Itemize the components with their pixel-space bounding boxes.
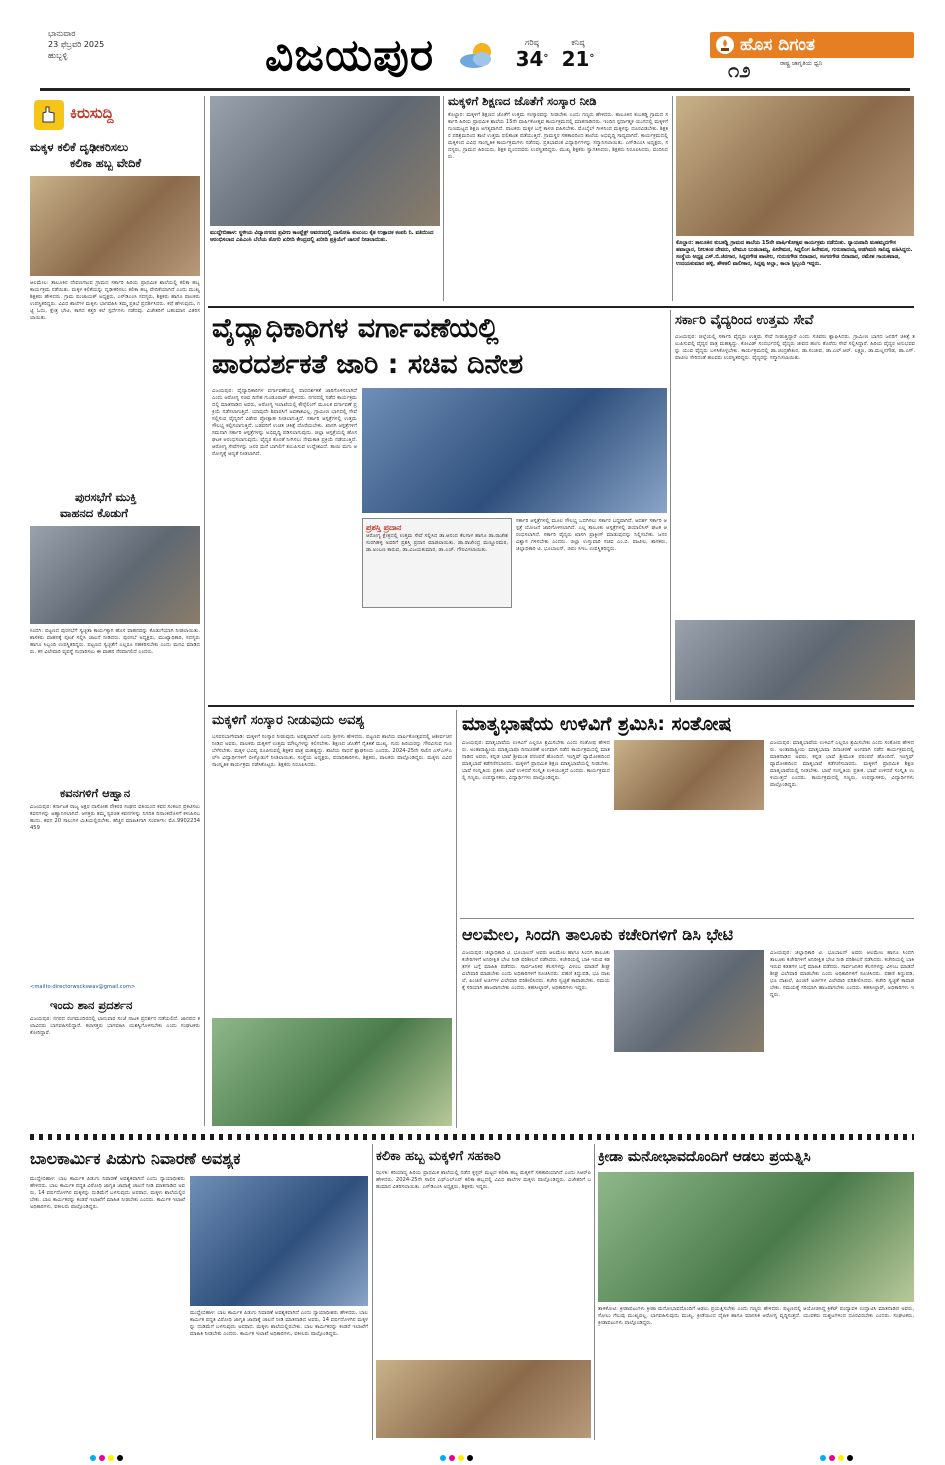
kiru-email[interactable]: <mailto:directorwsckswav@gmail.com> xyxy=(30,984,136,990)
bottom-photo-3 xyxy=(598,1172,914,1302)
lead-headline-1: ವೈದ್ಯಾಧಿಕಾರಿಗಳ ವರ್ಗಾವಣೆಯಲ್ಲಿ xyxy=(212,313,499,344)
divider xyxy=(208,705,914,707)
top-body: ಕೊಲ್ಹಾರ: ಮಕ್ಕಳಿಗೆ ಶಿಕ್ಷಣದ ಜೊತೆಗೆ ಉತ್ತಮ ಸಂಸ್ಕಾರವನ್ನು ನೀಡಬೇಕು ಎಂದು ಗಣ್ಯರು ಹೇಳಿದರು. ತಾಲೂಕಿನ ಕುಬಕಡ್ಡಿ ಗ್ರಾಮದ ಸರ್ಕಾರಿ ಹಿರಿಯ ಪ್ರಾಥಮಿಕ ಶಾಲೆಯ 15ನೇ ವಾರ್ಷಿಕೋತ್ಸವ ಕಾರ್ಯಕ್ರಮದಲ್ಲಿ ಮಾತನಾಡಿದರು. ಇಂದಿನ ಸ್ಪರ್ಧಾತ್ಮಕ ಯುಗದಲ್ಲಿ ಮಕ್ಕಳಿಗೆ ಗುಣಮಟ್ಟದ ಶಿಕ್ಷಣ ಅಗತ್ಯವಾಗಿದೆ. ಪಾಲಕರು ಮಕ್ಕಳ ಬಗ್ಗೆ ಕಾಳಜಿ ವಹಿಸಬೇಕು. ಮೊಬೈಲ್ ಗೀಳಿನಿಂದ ಮಕ್ಕಳನ್ನು ದೂರವಿಡಬೇಕು. ಶಿಕ್ಷಕರ ಪರಿಶ್ರಮದಿಂದ ಶಾಲೆ ಉತ್ತಮ ಫಲಿತಾಂಶ ಪಡೆಯುತ್ತಿದೆ. ಗ್ರಾಮಸ್ಥರ ಸಹಕಾರದಿಂದ ಶಾಲೆಯ ಅಭಿವೃದ್ಧಿ ಸಾಧ್ಯವಾಗಿದೆ. ಕಾರ್ಯಕ್ರಮದಲ್ಲಿ ಮಕ್ಕಳಿಂದ ವಿವಿಧ ಸಾಂಸ್ಕೃತಿಕ ಕಾರ್ಯಕ್ರಮಗಳು ನಡೆದವು. ಪ್ರತಿಭಾವಂತ ವಿದ್ಯಾರ್ಥಿಗಳನ್ನು ಸನ್ಮಾನಿಸಲಾಯಿತು. ಎಸ್‌ಡಿಎಂಸಿ ಅಧ್ಯಕ್ಷರು, ಸದಸ್ಯರು, ಗ್ರಾಮದ ಹಿರಿಯರು, ಶಿಕ್ಷಕ ವೃಂದದವರು ಉಪಸ್ಥಿತರಿದ್ದರು. ಮುಖ್ಯ ಶಿಕ್ಷಕರು ಸ್ವಾಗತಿಸಿದರು, ಶಿಕ್ಷಕರು ನಿರೂಪಿಸಿದರು, ವಂದಿಸಿದರು. xyxy=(448,112,668,160)
bottom-headline-2: ಕಲಿಕಾ ಹಬ್ಬ ಮಕ್ಕಳಿಗೆ ಸಹಕಾರಿ xyxy=(376,1149,501,1164)
registration-marks xyxy=(90,1446,126,1465)
mid-right-headline: ಮಾತೃಭಾಷೆಯ ಉಳಿವಿಗೆ ಶ್ರಮಿಸಿ: ಸಂತೋಷ xyxy=(462,713,732,735)
divider xyxy=(672,96,673,301)
top-photo xyxy=(210,96,440,226)
kiru-body-4: ವಿಜಯಪುರ: ನಗರದ ರಂಗಮಂದಿರದಲ್ಲಿ ಭಾನುವಾರ ಸಂಜೆ ನಾಟಕ ಪ್ರದರ್ಶನ ನಡೆಯಲಿದೆ. ಜಾನಪದ ಕಲಾವಿದರು ಭಾಗವಹಿಸಲಿದ್ದಾರೆ. ಕಲಾಸಕ್ತರು ಭಾಗವಹಿಸಿ ಯಶಸ್ವಿಗೊಳಿಸಬೇಕು ಎಂದು ಸಂಘಟಕರು ಕೋರಿದ್ದಾರೆ. xyxy=(30,1016,200,1036)
kiru-headline-2: ಕಲಿಕಾ ಹಬ್ಬ ವೇದಿಕೆ xyxy=(70,156,142,170)
masthead-city: ವಿಜಯಪುರ xyxy=(265,30,435,81)
bottom-body-1b: ಮುದ್ದೇಬಿಹಾಳ: ಬಾಲ ಕಾರ್ಮಿಕ ಪಿಡುಗು ನಿವಾರಣೆ ಅವಶ್ಯಕವಾಗಿದೆ ಎಂದು ನ್ಯಾಯಾಧೀಶರು ಹೇಳಿದರು. ಬಾಲ ಕಾರ್ಮಿಕ ಪದ್ಧತಿ ವಿರೋಧಿ ಜಾಗೃತಿ ಜಾಥಾಕ್ಕೆ ಚಾಲನೆ ನೀಡಿ ಮಾತನಾಡಿದ ಅವರು, 14 ವರ್ಷದೊಳಗಿನ ಮಕ್ಕಳನ್ನು ದುಡಿಮೆಗೆ ಬಳಸುವುದು ಅಪರಾಧ. ಮಕ್ಕಳು ಶಾಲೆಯಲ್ಲಿರಬೇಕು. ಬಾಲ ಕಾರ್ಮಿಕರನ್ನು ಕಂಡರೆ ಇಲಾಖೆಗೆ ಮಾಹಿತಿ ನೀಡಬೇಕು ಎಂದರು. ಕಾರ್ಮಿಕ ಇಲಾಖೆ ಅಧಿಕಾರಿಗಳು, ವಕೀಲರು ಪಾಲ್ಗೊಂಡಿದ್ದರು. xyxy=(190,1310,368,1337)
weather-min xyxy=(556,38,600,70)
top-headline: ಮಕ್ಕಳಿಗೆ ಶಿಕ್ಷಣದ ಜೊತೆಗೆ ಸಂಸ್ಕಾರ ನೀಡಿ xyxy=(448,94,597,108)
bottom-headline-1: ಬಾಲಕಾರ್ಮಿಕ ಪಿಡುಗು ನಿವಾರಣೆ ಅವಶ್ಯಕ xyxy=(30,1149,241,1168)
right-top-photo xyxy=(676,96,914,236)
dc-photo xyxy=(614,950,764,1052)
bottom-photo-2 xyxy=(376,1360,591,1438)
divider xyxy=(204,96,205,1126)
min-label: ಕನಿಷ್ಠ xyxy=(571,38,585,47)
divider xyxy=(460,918,914,919)
paper-name: ಹೊಸ ದಿಗಂತ xyxy=(740,35,815,55)
kiru-headline-4: ವಾಹನದ ಕೊಡುಗೆ xyxy=(60,506,128,520)
lead-body-2: ಸರ್ಕಾರಿ ಆಸ್ಪತ್ರೆಗಳಲ್ಲಿ ಮೂಲ ಸೌಲಭ್ಯ ಒದಗಿಸಲು ಸರ್ಕಾರ ಬದ್ಧವಾಗಿದೆ. ಆದರ್ಶ ಸರ್ಕಾರಿ ಆಸ್ಪತ್ರೆ ಯೋಜನೆ ಜಾರಿಗೊಳಿಸಲಾಗಿದೆ. ಎಲ್ಲ ತಾಲೂಕು ಆಸ್ಪತ್ರೆಗಳಲ್ಲಿ ಡಯಾಲಿಸಿಸ್ ಘಟಕ ಆರಂಭಿಸಲಾಗಿದೆ. ಸರ್ಕಾರಿ ವೈದ್ಯರು ಖಾಸಗಿ ಪ್ರಾಕ್ಟೀಸ್ ಮಾಡುವುದನ್ನು ನಿಲ್ಲಿಸಬೇಕು. ಜನರ ವಿಶ್ವಾಸ ಗಳಿಸಬೇಕು ಎಂದರು. ಜಿಲ್ಲಾ ಉಸ್ತುವಾರಿ ಸಚಿವ ಎಂ.ಬಿ. ಪಾಟೀಲ, ಶಾಸಕರು, ಜಿಲ್ಲಾಧಿಕಾರಿ ಟಿ. ಭೂಬಾಲನ್, ಜಿಪಂ ಸಿಇಒ ಉಪಸ್ಥಿತರಿದ್ದರು. xyxy=(516,518,667,552)
hand-icon xyxy=(34,100,64,130)
top-photo-caption: ಮುದ್ದೇಬಿಹಾಳ: ಸ್ಥಳೀಯ ವಿದ್ಯಾನಗರದ ಪ್ರವೀಣ ಕಾಂಪ್ಲೆಕ್ಸ್ ಆವರಣದಲ್ಲಿ ದಾಸೋಹಿ ಕುಟುಂಬ ಕೈತ ಉತ್ಪಾದಕ ಕಂಪನಿ ನಿ. ವತಿಯಿಂದ ಆರಂಭಿಸಲಾದ ಎಪಿಎಂಸಿ ಬೆಲೆಯ ತೊಗರಿ ಖರೀದಿ ಕೇಂದ್ರದಲ್ಲಿ ಖರೀದಿ ಪ್ರಕ್ರಿಯೆಗೆ ಚಾಲನೆ ನೀಡಲಾಯಿತು. xyxy=(210,230,434,243)
kiru-headline-6: ಇಂದು ಶಾನ ಪ್ರದರ್ಶನ xyxy=(50,998,133,1012)
kiru-photo-2 xyxy=(30,526,200,624)
mid-left-body: ಬಸವನಬಾಗೇವಾಡಿ: ಮಕ್ಕಳಿಗೆ ಸಂಸ್ಕಾರ ನೀಡುವುದು ಅವಶ್ಯವಾಗಿದೆ ಎಂದು ಶ್ರೀಗಳು ಹೇಳಿದರು. ಪಟ್ಟಣದ ಶಾಲೆಯ ವಾರ್ಷಿಕೋತ್ಸವದಲ್ಲಿ ಆಶೀರ್ವಚನ ನೀಡಿದ ಅವರು, ಪಾಲಕರು ಮಕ್ಕಳಿಗೆ ಉತ್ತಮ ಮೌಲ್ಯಗಳನ್ನು ಕಲಿಸಬೇಕು. ಶಿಕ್ಷಣದ ಜೊತೆಗೆ ನೈತಿಕತೆ ಮುಖ್ಯ. ಗುರು ಹಿರಿಯರನ್ನು ಗೌರವಿಸುವ ಗುಣ ಬೆಳೆಸಬೇಕು. ಮಕ್ಕಳ ಭವಿಷ್ಯ ರೂಪಿಸುವಲ್ಲಿ ಶಿಕ್ಷಕರ ಪಾತ್ರ ಮಹತ್ವದ್ದು. ಶಾಲೆಯ ಸಾಧನೆ ಶ್ಲಾಘನೀಯ ಎಂದರು. 2024-25ನೇ ಸಾಲಿನ ಎಸ್‌ಎಸ್‌ಎಲ್‌ಸಿ ವಿದ್ಯಾರ್ಥಿಗಳಿಗೆ ಬೀಳ್ಕೊಡುಗೆ ನೀಡಲಾಯಿತು. ಸಂಸ್ಥೆಯ ಅಧ್ಯಕ್ಷರು, ಪದಾಧಿಕಾರಿಗಳು, ಶಿಕ್ಷಕರು, ಪಾಲಕರು ಪಾಲ್ಗೊಂಡಿದ್ದರು. ಮಕ್ಕಳು ವಿವಿಧ ಸಾಂಸ್ಕೃತಿಕ ಕಾರ್ಯಕ್ರಮ ನಡೆಸಿಕೊಟ್ಟರು. ಶಿಕ್ಷಕರು ನಿರೂಪಿಸಿದರು. xyxy=(212,734,452,768)
lamp-icon xyxy=(716,36,734,54)
mid-right-body-a: ವಿಜಯಪುರ: ಮಾತೃಭಾಷೆಯ ಉಳಿವಿಗೆ ಎಲ್ಲರೂ ಶ್ರಮಿಸಬೇಕು ಎಂದು ಸಂತೋಷ ಹೇಳಿದರು. ಅಂತಾರಾಷ್ಟ್ರೀಯ ಮಾತೃಭಾಷಾ ದಿನಾಚರಣೆ ಅಂಗವಾಗಿ ನಡೆದ ಕಾರ್ಯಕ್ರಮದಲ್ಲಿ ಮಾತನಾಡಿದ ಅವರು, ಕನ್ನಡ ಭಾಷೆ ಶ್ರೀಮಂತ ಪರಂಪರೆ ಹೊಂದಿದೆ. ಇಂಗ್ಲಿಷ್ ವ್ಯಾಮೋಹದಿಂದ ಮಾತೃಭಾಷೆ ಕಡೆಗಣಿಸಬಾರದು. ಮಕ್ಕಳಿಗೆ ಪ್ರಾಥಮಿಕ ಶಿಕ್ಷಣ ಮಾತೃಭಾಷೆಯಲ್ಲಿ ನೀಡಬೇಕು. ಭಾಷೆ ಸಂಸ್ಕೃತಿಯ ಪ್ರತೀಕ. ಭಾಷೆ ಉಳಿದರೆ ಸಂಸ್ಕೃತಿ ಉಳಿಯುತ್ತದೆ ಎಂದರು. ಕಾರ್ಯಕ್ರಮದಲ್ಲಿ ಗಣ್ಯರು, ಉಪನ್ಯಾಸಕರು, ವಿದ್ಯಾರ್ಥಿಗಳು ಪಾಲ್ಗೊಂಡಿದ್ದರು. xyxy=(462,740,610,781)
left-column xyxy=(30,96,200,1126)
mid-left-photo xyxy=(212,1018,452,1126)
paper-tagline: ರಾಷ್ಟ್ರ ಜಾಗೃತಿಯ ಧ್ವನಿ xyxy=(780,60,823,67)
masthead-day: ಭಾನುವಾರ xyxy=(48,29,76,38)
bottom-headline-3: ಕ್ರೀಡಾ ಮನೋಭಾವದೊಂದಿಗೆ ಆಡಲು ಪ್ರಯತ್ನಿಸಿ xyxy=(598,1149,811,1165)
max-label: ಗರಿಷ್ಠ xyxy=(525,38,539,47)
divider xyxy=(670,310,671,702)
deg-symbol: ° xyxy=(543,53,549,64)
dc-body-b: ವಿಜಯಪುರ: ಜಿಲ್ಲಾಧಿಕಾರಿ ಟಿ. ಭೂಬಾಲನ್ ಅವರು ಆಲಮೇಲ ಹಾಗೂ ಸಿಂದಗಿ ತಾಲೂಕು ಕಚೇರಿಗಳಿಗೆ ಅನಿರೀಕ್ಷಿತ ಭೇಟಿ ನೀಡಿ ಪರಿಶೀಲನೆ ನಡೆಸಿದರು. ಕಚೇರಿಯಲ್ಲಿ ಬಾಕಿ ಇರುವ ಕಡತಗಳ ಬಗ್ಗೆ ಮಾಹಿತಿ ಪಡೆದರು. ಸಾರ್ವಜನಿಕರ ಕೆಲಸಗಳನ್ನು ವಿಳಂಬ ಮಾಡದೆ ಶೀಘ್ರ ವಿಲೇವಾರಿ ಮಾಡಬೇಕು ಎಂದು ಅಧಿಕಾರಿಗಳಿಗೆ ಸೂಚಿಸಿದರು. ಪಹಣಿ ತಿದ್ದುಪಡಿ, ಭೂ ದಾಖಲೆ, ಪಿಂಚಣಿ ಅರ್ಜಿಗಳ ವಿಲೇವಾರಿ ಪರಿಶೀಲಿಸಿದರು. ಕಚೇರಿ ಸ್ವಚ್ಛತೆ ಕಾಪಾಡಬೇಕು. ಸಮಯಕ್ಕೆ ಸರಿಯಾಗಿ ಹಾಜರಾಗಬೇಕು ಎಂದರು. ತಹಸೀಲ್ದಾರ್, ಅಧಿಕಾರಿಗಳು ಇದ್ದರು. xyxy=(770,950,914,998)
kiru-headline-1: ಮಕ್ಕಳ ಕಲಿಕೆ ದೃಢೀಕರಿಸಲು xyxy=(30,140,129,154)
side-headline: ಸರ್ಕಾರಿ ವೈದ್ಯರಿಂದ ಉತ್ತಮ ಸೇವೆ xyxy=(675,313,814,328)
registration-marks xyxy=(820,1446,856,1465)
bottom-body-2: ಝಳಕಿ: ಕರಿಯಾದ್ಯ ಹಿರಿಯ ಪ್ರಾಥಮಿಕ ಶಾಲೆಯಲ್ಲಿ ನಡೆದ ಕ್ಲಸ್ಟರ್ ಮಟ್ಟದ ಕಲಿಕಾ ಹಬ್ಬ ಮಕ್ಕಳಿಗೆ ಸಹಕಾರಿಯಾಗಿದೆ ಎಂದು ಸಿಆರ್‌ಪಿ ಹೇಳಿದರು. 2024-25ನೇ ಸಾಲಿನ ಎಫ್‌ಎಲ್‌ಎನ್ ಕಲಿಕಾ ಹಬ್ಬದಲ್ಲಿ ವಿವಿಧ ಶಾಲೆಗಳ ಮಕ್ಕಳು ಪಾಲ್ಗೊಂಡಿದ್ದರು. ವಿಜೇತರಿಗೆ ಬಹುಮಾನ ವಿತರಿಸಲಾಯಿತು. ಎಸ್‌ಡಿಎಂಸಿ ಅಧ್ಯಕ್ಷರು, ಶಿಕ್ಷಕರು ಇದ್ದರು. xyxy=(376,1170,591,1190)
lead-headline-2: ಪಾರದರ್ಶಕತೆ ಜಾರಿ : ಸಚಿವ ದಿನೇಶ xyxy=(212,349,524,380)
mid-left-headline: ಮಕ್ಕಳಿಗೆ ಸಂಸ್ಕಾರ ನೀಡುವುದು ಅವಶ್ಯ xyxy=(212,713,365,728)
kiru-body-2: ಸಿಂದಗಿ: ಪಟ್ಟಣದ ಪುರಸಭೆಗೆ ಸ್ವಚ್ಛತಾ ಕಾರ್ಯಕ್ಕಾಗಿ ಹೊಸ ವಾಹನವನ್ನು ಕೊಡುಗೆಯಾಗಿ ನೀಡಲಾಯಿತು. ಶಾಸಕರು ವಾಹನಕ್ಕೆ ಪೂಜೆ ಸಲ್ಲಿಸಿ ಚಾಲನೆ ನೀಡಿದರು. ಪುರಸಭೆ ಅಧ್ಯಕ್ಷರು, ಮುಖ್ಯಾಧಿಕಾರಿ, ಸದಸ್ಯರು ಹಾಗೂ ಸಿಬ್ಬಂದಿ ಉಪಸ್ಥಿತರಿದ್ದರು. ಪಟ್ಟಣದ ಸ್ವಚ್ಛತೆಗೆ ಎಲ್ಲರೂ ಸಹಕರಿಸಬೇಕು ಎಂದು ಮನವಿ ಮಾಡಿದರು. ಕಸ ವಿಲೇವಾರಿ ವ್ಯವಸ್ಥೆ ಸುಧಾರಿಸಲು ಈ ವಾಹನ ನೆರವಾಗಲಿದೆ ಎಂದರು. xyxy=(30,628,200,655)
masthead xyxy=(0,0,945,90)
bottom-body-1: ಮುದ್ದೇಬಿಹಾಳ: ಬಾಲ ಕಾರ್ಮಿಕ ಪಿಡುಗು ನಿವಾರಣೆ ಅವಶ್ಯಕವಾಗಿದೆ ಎಂದು ನ್ಯಾಯಾಧೀಶರು ಹೇಳಿದರು. ಬಾಲ ಕಾರ್ಮಿಕ ಪದ್ಧತಿ ವಿರೋಧಿ ಜಾಗೃತಿ ಜಾಥಾಕ್ಕೆ ಚಾಲನೆ ನೀಡಿ ಮಾತನಾಡಿದ ಅವರು, 14 ವರ್ಷದೊಳಗಿನ ಮಕ್ಕಳನ್ನು ದುಡಿಮೆಗೆ ಬಳಸುವುದು ಅಪರಾಧ. ಮಕ್ಕಳು ಶಾಲೆಯಲ್ಲಿರಬೇಕು. ಬಾಲ ಕಾರ್ಮಿಕರನ್ನು ಕಂಡರೆ ಇಲಾಖೆಗೆ ಮಾಹಿತಿ ನೀಡಬೇಕು ಎಂದರು. ಕಾರ್ಮಿಕ ಇಲಾಖೆ ಅಧಿಕಾರಿಗಳು, ವಕೀಲರು ಪಾಲ್ಗೊಂಡಿದ್ದರು. xyxy=(30,1176,185,1210)
divider xyxy=(456,710,457,1128)
page-number: ೧೨ xyxy=(728,58,751,82)
kiru-body-3: ವಿಜಯಪುರ: ಕರ್ನಾಟಕ ರಾಜ್ಯ ಅಕ್ಷರ ದಾಸೋಹ ನೌಕರರ ಸಂಘದ ವತಿಯಿಂದ ಕವನ ಸಂಕಲನ ಪ್ರಕಟಿಸಲು ಕವನಗಳನ್ನು ಆಹ್ವಾನಿಸಲಾಗಿದೆ. ಆಸಕ್ತರು ತಮ್ಮ ಸ್ವರಚಿತ ಕವನಗಳನ್ನು ನಿಗದಿತ ದಿನಾಂಕದೊಳಗೆ ಕಳುಹಿಸಬಹುದು. ಕವನ 20 ಸಾಲುಗಳ ಮಿತಿಯಲ್ಲಿರಬೇಕು. ಹೆಚ್ಚಿನ ಮಾಹಿತಿಗಾಗಿ ಸಂಪರ್ಕಿಸಿ: ಮೊ.9902234459 xyxy=(30,804,200,831)
paper-logo xyxy=(710,32,914,84)
kiru-brand-label: ಕಿರುಸುದ್ದಿ xyxy=(70,104,114,122)
kiru-headline-5: ಕವನಗಳಿಗೆ ಆಹ್ವಾನ xyxy=(60,786,131,800)
mid-right-body-b: ವಿಜಯಪುರ: ಮಾತೃಭಾಷೆಯ ಉಳಿವಿಗೆ ಎಲ್ಲರೂ ಶ್ರಮಿಸಬೇಕು ಎಂದು ಸಂತೋಷ ಹೇಳಿದರು. ಅಂತಾರಾಷ್ಟ್ರೀಯ ಮಾತೃಭಾಷಾ ದಿನಾಚರಣೆ ಅಂಗವಾಗಿ ನಡೆದ ಕಾರ್ಯಕ್ರಮದಲ್ಲಿ ಮಾತನಾಡಿದ ಅವರು, ಕನ್ನಡ ಭಾಷೆ ಶ್ರೀಮಂತ ಪರಂಪರೆ ಹೊಂದಿದೆ. ಇಂಗ್ಲಿಷ್ ವ್ಯಾಮೋಹದಿಂದ ಮಾತೃಭಾಷೆ ಕಡೆಗಣಿಸಬಾರದು. ಮಕ್ಕಳಿಗೆ ಪ್ರಾಥಮಿಕ ಶಿಕ್ಷಣ ಮಾತೃಭಾಷೆಯಲ್ಲಿ ನೀಡಬೇಕು. ಭಾಷೆ ಸಂಸ್ಕೃತಿಯ ಪ್ರತೀಕ. ಭಾಷೆ ಉಳಿದರೆ ಸಂಸ್ಕೃತಿ ಉಳಿಯುತ್ತದೆ ಎಂದರು. ಕಾರ್ಯಕ್ರಮದಲ್ಲಿ ಗಣ್ಯರು, ಉಪನ್ಯಾಸಕರು, ವಿದ್ಯಾರ್ಥಿಗಳು ಪಾಲ್ಗೊಂಡಿದ್ದರು. xyxy=(770,740,914,788)
side-body: ವಿಜಯಪುರ: ಜಿಲ್ಲೆಯಲ್ಲಿ ಸರ್ಕಾರಿ ವೈದ್ಯರು ಉತ್ತಮ ಸೇವೆ ನೀಡುತ್ತಿದ್ದಾರೆ ಎಂದು ಸಚಿವರು ಶ್ಲಾಘಿಸಿದರು. ಗ್ರಾಮೀಣ ಭಾಗದ ಜನರಿಗೆ ಚಿಕಿತ್ಸೆ ತಲುಪಿಸುವಲ್ಲಿ ವೈದ್ಯರ ಪಾತ್ರ ಮಹತ್ವದ್ದು. ಕೋವಿಡ್ ಸಂದರ್ಭದಲ್ಲಿ ವೈದ್ಯರು ಜೀವದ ಹಂಗು ತೊರೆದು ಸೇವೆ ಸಲ್ಲಿಸಿದ್ದಾರೆ. ಹಿರಿಯ ವೈದ್ಯರ ಅನುಭವವನ್ನು ಯುವ ವೈದ್ಯರು ಬಳಸಿಕೊಳ್ಳಬೇಕು. ಕಾರ್ಯಕ್ರಮದಲ್ಲಿ ಡಾ.ಚಂದ್ರಶೇಖರ, ಡಾ.ಸಂಜೀವ, ಡಾ.ಎಲ್.ಆರ್. ಲಕ್ಷ್ಮಣ, ಡಾ.ಮಲ್ಲನಗೌಡ, ಡಾ.ಎಸ್. ಪಾಟೀಲ ಸೇರಿದಂತೆ ಹಲವರು ಉಪಸ್ಥಿತರಿದ್ದರು. ವೈದ್ಯರನ್ನು ಸನ್ಮಾನಿಸಲಾಯಿತು. xyxy=(675,334,915,361)
masthead-date: 23 ಫೆಬ್ರವರಿ 2025 xyxy=(48,40,105,49)
registration-marks xyxy=(440,1446,476,1465)
lead-body-1: ವಿಜಯಪುರ: ವೈದ್ಯಾಧಿಕಾರಿಗಳ ವರ್ಗಾವಣೆಯಲ್ಲಿ ಪಾರದರ್ಶಕತೆ ಜಾರಿಗೊಳಿಸಲಾಗಿದೆ ಎಂದು ಆರೋಗ್ಯ ಸಚಿವ ದಿನೇಶ ಗುಂಡೂರಾವ್ ಹೇಳಿದರು. ನಗರದಲ್ಲಿ ನಡೆದ ಕಾರ್ಯಕ್ರಮದಲ್ಲಿ ಮಾತನಾಡಿದ ಅವರು, ಆರೋಗ್ಯ ಇಲಾಖೆಯಲ್ಲಿ ಕೌನ್ಸೆಲಿಂಗ್ ಮೂಲಕ ವರ್ಗಾವಣೆ ಪ್ರಕ್ರಿಯೆ ನಡೆಸಲಾಗುತ್ತಿದೆ. ಯಾವುದೇ ಶಿಫಾರಸಿಗೆ ಅವಕಾಶವಿಲ್ಲ. ಗ್ರಾಮೀಣ ಭಾಗದಲ್ಲಿ ಸೇವೆ ಸಲ್ಲಿಸುವ ವೈದ್ಯರಿಗೆ ವಿಶೇಷ ಪ್ರೋತ್ಸಾಹ ನೀಡಲಾಗುತ್ತಿದೆ. ಸರ್ಕಾರಿ ಆಸ್ಪತ್ರೆಗಳಲ್ಲಿ ಉತ್ತಮ ಸೌಲಭ್ಯ ಕಲ್ಪಿಸಲಾಗುತ್ತಿದೆ. ಬಡವರಿಗೆ ಉಚಿತ ಚಿಕಿತ್ಸೆ ದೊರೆಯಬೇಕು. ಖಾಸಗಿ ಆಸ್ಪತ್ರೆಗಳಿಗೆ ಸಮನಾಗಿ ಸರ್ಕಾರಿ ಆಸ್ಪತ್ರೆಗಳನ್ನು ಅಭಿವೃದ್ಧಿ ಪಡಿಸಲಾಗುವುದು. ಜಿಲ್ಲಾ ಆಸ್ಪತ್ರೆಯಲ್ಲಿ ಹೊಸ ಘಟಕ ಆರಂಭಿಸಲಾಗುವುದು. ವೈದ್ಯರ ಕೊರತೆ ನೀಗಿಸಲು ನೇಮಕಾತಿ ಪ್ರಕ್ರಿಯೆ ನಡೆಯುತ್ತಿದೆ. ಆರೋಗ್ಯ ಸೇವೆಗಳನ್ನು ಜನರ ಮನೆ ಬಾಗಿಲಿಗೆ ತಲುಪಿಸುವ ಉದ್ದೇಶವಿದೆ. ತಾಯಿ ಮಗು ಆರೋಗ್ಯಕ್ಕೆ ಆದ್ಯತೆ ನೀಡಲಾಗಿದೆ. xyxy=(212,388,357,457)
dc-body-a: ವಿಜಯಪುರ: ಜಿಲ್ಲಾಧಿಕಾರಿ ಟಿ. ಭೂಬಾಲನ್ ಅವರು ಆಲಮೇಲ ಹಾಗೂ ಸಿಂದಗಿ ತಾಲೂಕು ಕಚೇರಿಗಳಿಗೆ ಅನಿರೀಕ್ಷಿತ ಭೇಟಿ ನೀಡಿ ಪರಿಶೀಲನೆ ನಡೆಸಿದರು. ಕಚೇರಿಯಲ್ಲಿ ಬಾಕಿ ಇರುವ ಕಡತಗಳ ಬಗ್ಗೆ ಮಾಹಿತಿ ಪಡೆದರು. ಸಾರ್ವಜನಿಕರ ಕೆಲಸಗಳನ್ನು ವಿಳಂಬ ಮಾಡದೆ ಶೀಘ್ರ ವಿಲೇವಾರಿ ಮಾಡಬೇಕು ಎಂದು ಅಧಿಕಾರಿಗಳಿಗೆ ಸೂಚಿಸಿದರು. ಪಹಣಿ ತಿದ್ದುಪಡಿ, ಭೂ ದಾಖಲೆ, ಪಿಂಚಣಿ ಅರ್ಜಿಗಳ ವಿಲೇವಾರಿ ಪರಿಶೀಲಿಸಿದರು. ಕಚೇರಿ ಸ್ವಚ್ಛತೆ ಕಾಪಾಡಬೇಕು. ಸಮಯಕ್ಕೆ ಸರಿಯಾಗಿ ಹಾಜರಾಗಬೇಕು ಎಂದರು. ತಹಸೀಲ್ದಾರ್, ಅಧಿಕಾರಿಗಳು ಇದ್ದರು. xyxy=(462,950,610,991)
weather-max xyxy=(510,38,554,70)
masthead-edition: ಹುಬ್ಬಳ್ಳಿ xyxy=(48,51,68,60)
weather-icon xyxy=(458,40,498,70)
award-box xyxy=(362,518,512,608)
dateline xyxy=(48,28,218,61)
lead-photo xyxy=(362,388,667,513)
bottom-body-3: ತಾಳಿಕೋಟಿ: ಕ್ರೀಡಾಪಟುಗಳು ಕ್ರೀಡಾ ಮನೋಭಾವದೊಂದಿಗೆ ಆಡಲು ಪ್ರಯತ್ನಿಸಬೇಕು ಎಂದು ಗಣ್ಯರು ಹೇಳಿದರು. ಪಟ್ಟಣದಲ್ಲಿ ಆಯೋಜಿಸಿದ್ದ ಕ್ರಿಕೆಟ್ ಪಂದ್ಯಾವಳಿ ಉದ್ಘಾಟಿಸಿ ಮಾತನಾಡಿದ ಅವರು, ಸೋಲು ಗೆಲುವು ಮುಖ್ಯವಲ್ಲ. ಭಾಗವಹಿಸುವುದು ಮುಖ್ಯ. ಕ್ರೀಡೆಯಿಂದ ದೈಹಿಕ ಹಾಗೂ ಮಾನಸಿಕ ಆರೋಗ್ಯ ವೃದ್ಧಿಸುತ್ತದೆ. ಯುವಕರು ದುಶ್ಚಟಗಳಿಂದ ದೂರವಿರಬೇಕು ಎಂದರು. ಸಂಘಟಕರು, ಕ್ರೀಡಾಪಟುಗಳು ಪಾಲ್ಗೊಂಡಿದ್ದರು. xyxy=(598,1306,914,1326)
award-box-body: ಆರೋಗ್ಯ ಕ್ಷೇತ್ರದಲ್ಲಿ ಉತ್ತಮ ಸೇವೆ ಸಲ್ಲಿಸಿದ ಡಾ.ಆನಂದ ಕೆಲಗಾಳ ಹಾಗೂ ಡಾ.ರಾಜೇಶ ಸುರಗಿಹಳ್ಳಿ ಅವರಿಗೆ ಪ್ರಶಸ್ತಿ ಪ್ರದಾನ ಮಾಡಲಾಯಿತು. ಡಾ.ರಾಜೇಂದ್ರ ಮಣ್ಣೂರಮಠ, ಡಾ.ಅಂಬಣ ಕಾರುವ, ಡಾ.ವಿಜಯಕುಮಾರ, ಡಾ.ಎಚ್. ಗೌರವಿಸಲಾಯಿತು. xyxy=(366,533,508,553)
mid-right-photo xyxy=(614,740,764,810)
section-strip xyxy=(30,1134,914,1140)
kiru-headline-3: ಪುರಸಭೆಗೆ ಮುಕ್ತಿ xyxy=(75,490,137,504)
divider xyxy=(372,1144,373,1440)
divider xyxy=(208,306,914,308)
divider xyxy=(443,96,444,301)
kiru-brand xyxy=(30,96,200,136)
dc-headline: ಆಲಮೇಲ, ಸಿಂದಗಿ ತಾಲೂಕು ಕಚೇರಿಗಳಿಗೆ ಡಿಸಿ ಭೇಟಿ xyxy=(462,925,734,944)
kiru-photo-1 xyxy=(30,176,200,276)
kiru-body-1: ಆಲಮೇಲ: ತಾಲೂಕಿನ ದೇವಣಗಾಂವ ಗ್ರಾಮದ ಸರ್ಕಾರಿ ಹಿರಿಯ ಪ್ರಾಥಮಿಕ ಶಾಲೆಯಲ್ಲಿ ಕಲಿಕಾ ಹಬ್ಬ ಕಾರ್ಯಕ್ರಮ ನಡೆಯಿತು. ಮಕ್ಕಳ ಕಲಿಕೆಯನ್ನು ದೃಢೀಕರಿಸಲು ಕಲಿಕಾ ಹಬ್ಬ ವೇದಿಕೆಯಾಗಿದೆ ಎಂದು ಮುಖ್ಯ ಶಿಕ್ಷಕರು ಹೇಳಿದರು. ಗ್ರಾಮ ಪಂಚಾಯತ್ ಅಧ್ಯಕ್ಷರು, ಎಸ್‌ಡಿಎಂಸಿ ಸದಸ್ಯರು, ಶಿಕ್ಷಕರು ಹಾಗೂ ಪಾಲಕರು ಉಪಸ್ಥಿತರಿದ್ದರು. ವಿವಿಧ ಶಾಲೆಗಳ ಮಕ್ಕಳು ಭಾಗವಹಿಸಿ ತಮ್ಮ ಪ್ರತಿಭೆ ಪ್ರದರ್ಶಿಸಿದರು. ಕಥೆ ಹೇಳುವುದು, ಗಟ್ಟಿ ಓದು, ಕ್ಷೇತ್ರ ಭೇಟಿ, ಕಾಗದ ಕತ್ತರಿ ಕಲೆ ಸ್ಪರ್ಧೆಗಳು ನಡೆದವು. ವಿಜೇತರಿಗೆ ಬಹುಮಾನ ವಿತರಿಸಲಾಯಿತು. xyxy=(30,280,200,321)
divider xyxy=(594,1144,595,1440)
right-top-caption: ಕೊಲ್ಹಾರ: ತಾಲೂಕಿನ ಕುಬಕಡ್ಡಿ ಗ್ರಾಮದ ಶಾಲೆಯ 15ನೇ ವಾರ್ಷಿಕೋತ್ಸವ ಕಾರ್ಯಕ್ರಮ ನಡೆಯಿತು. ನ್ಯಾಯವಾದಿ ಮಹಮ್ಮದಗೌಸ ಹವಾಲ್ದಾರ, ನೀಲಕಂಠ ದೇವರು, ವೇಮೂ ಬುಡಬಾಮ್ಯ, ಪೀರೇಮನ, ಸಿದ್ದಲಿಂಗ ಹಿರೇಮಠ, ಗುರುಪಾದಯ್ಯ ಆಡಗಿಮನಿ ಸಾನಿಧ್ಯ ವಹಿಸಿದ್ದರು. ಸಂಸ್ಥೆಯ ಅಧ್ಯಕ್ಷ ಎಸ್.ಬಿ.ಜಿರಗಾರ, ಸಿದ್ದನಗೌಡ ಪಾಟೀಲ, ಗುರುನಗೌಡ ಬಿರಾದಾರ, ಸಂಗನಗೌಡ ಬಿರಾದಾರ, ರಮೇಶ ಗಾಯಕವಾಡ, ಉದಯಕುಮಾರ ಹಳ್ಳಿ, ಶೌಕತಲಿ ವಾಲೀಕಾರ, ಸಿದ್ದಪ್ಪ ಅಲ್ಲಾ, ಕಾಲಾ ಸ್ಟಿಬ್ಬಂದಿ ಇದ್ದರು. xyxy=(676,240,913,267)
min-temp: 21 xyxy=(561,47,590,71)
deg-symbol: ° xyxy=(589,53,595,64)
max-temp: 34 xyxy=(515,47,544,71)
side-photo xyxy=(675,620,915,700)
top-strip xyxy=(40,88,910,91)
bottom-photo-1 xyxy=(190,1176,368,1306)
award-box-title: ಪ್ರಶಸ್ತಿ ಪ್ರದಾನ xyxy=(366,523,402,532)
